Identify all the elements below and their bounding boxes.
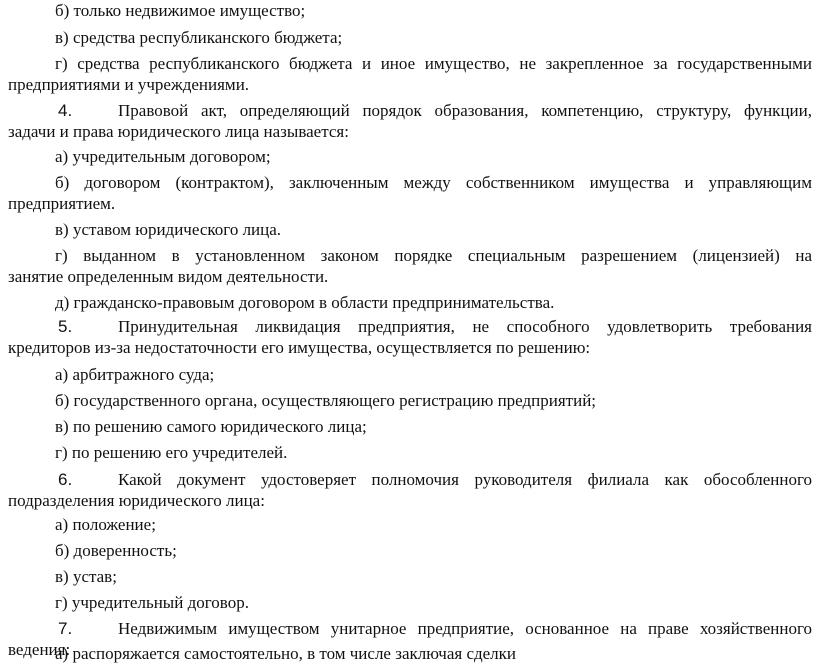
answer-option-continuation: предприятием.	[8, 194, 116, 213]
question-text-continuation: задачи и права юридического лица называется:	[8, 122, 349, 141]
question-text: Какой документ удостоверяет полномочия руководителя филиала как обособленного	[118, 470, 812, 489]
answer-option-continuation: занятие определенным видом деятельности.	[8, 267, 329, 286]
question-text-continuation: ведения:	[8, 640, 71, 659]
answer-option: а) распоряжается самостоятельно, в том числе заключая сделки	[55, 644, 517, 663]
answer-option: а) учредительным договором;	[55, 147, 271, 166]
answer-option: г) учредительный договор.	[55, 593, 249, 612]
question-number: 6.	[58, 470, 73, 489]
answer-option: г) по решению его учредителей.	[55, 443, 288, 462]
answer-option: б) государственного органа, осуществляющего регистрацию предприятий;	[55, 391, 597, 410]
answer-option: б) доверенность;	[55, 541, 177, 560]
answer-option: б) договором (контрактом), заключенным между собственником имущества и управляющим	[55, 173, 812, 192]
question-text-continuation: кредиторов из-за недостаточности его имущества, осуществляется по решению:	[8, 338, 591, 357]
question-text: Недвижимым имуществом унитарное предприятие, основанное на праве хозяйственного	[118, 619, 812, 638]
answer-option: д) гражданско-правовым договором в области предпринимательства.	[55, 293, 555, 312]
answer-option-continuation: предприятиями и учреждениями.	[8, 75, 250, 94]
answer-option: в) по решению самого юридического лица;	[55, 417, 367, 436]
question-number: 4.	[58, 101, 73, 120]
answer-option: а) арбитражного суда;	[55, 365, 215, 384]
question-number: 7.	[58, 619, 73, 638]
question-number: 5.	[58, 317, 73, 336]
answer-option: в) средства республиканского бюджета;	[55, 28, 343, 47]
answer-option: г) выданном в установленном законом порядке специальным разрешением (лицензией) на	[55, 246, 812, 265]
question-text: Принудительная ликвидация предприятия, не способного удовлетворить требования	[118, 317, 812, 336]
answer-option: г) средства республиканского бюджета и иное имущество, не закрепленное за государственными	[55, 54, 812, 73]
answer-option: в) устав;	[55, 567, 117, 586]
question-text: Правовой акт, определяющий порядок образования, компетенцию, структуру, функции,	[118, 101, 812, 120]
answer-option: в) уставом юридического лица.	[55, 220, 282, 239]
answer-option: б) только недвижимое имущество;	[55, 1, 306, 20]
question-text-continuation: подразделения юридического лица:	[8, 491, 265, 510]
answer-option: а) положение;	[55, 515, 156, 534]
